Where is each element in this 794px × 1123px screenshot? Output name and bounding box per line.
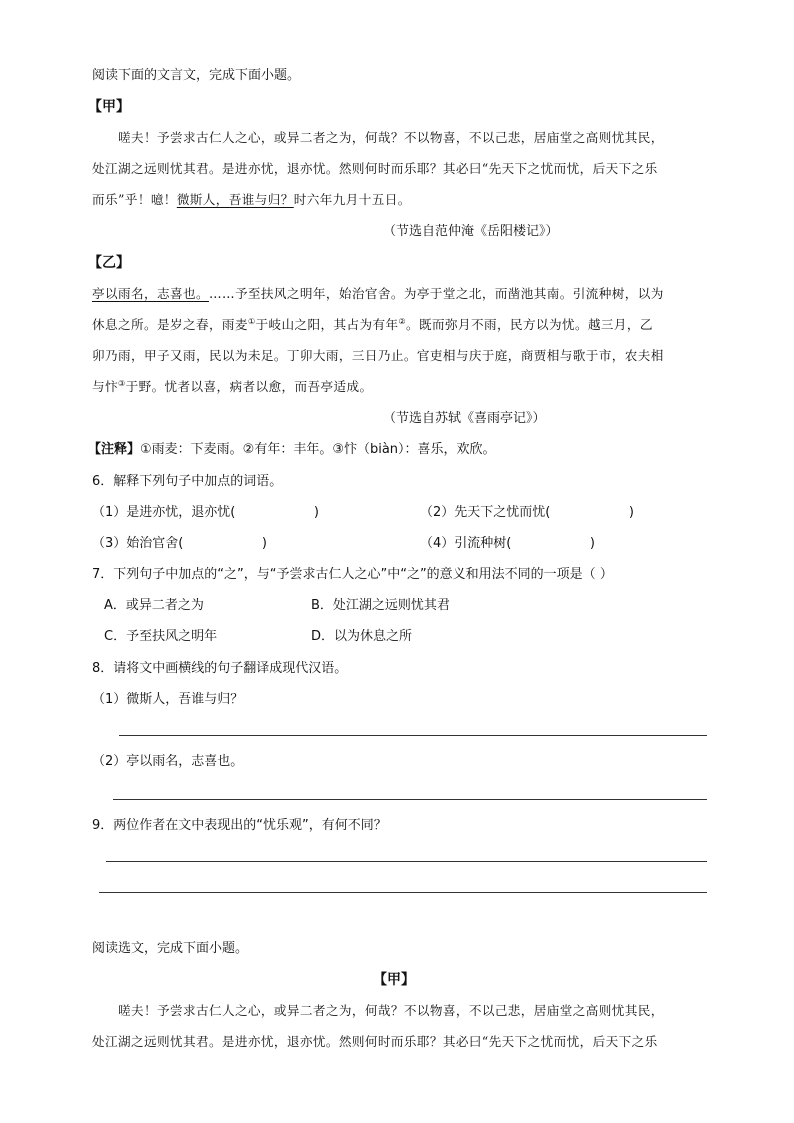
section2-jia-label: 【甲】: [373, 972, 415, 988]
underlined-sentence-1: 微斯人，吾谁与归？: [176, 192, 294, 207]
yi-line-2-b: 于岐山之阳，其占为有年: [255, 317, 399, 332]
q6-item-3: （3）始治官舍( ): [92, 536, 267, 551]
q7-option-d: D．以为休息之所: [311, 629, 413, 644]
yi-line-4-b: 于野。忧者以喜，病者以愈，而吾亭适成。: [125, 379, 373, 394]
notes: [88, 440, 496, 460]
q7-stem: 7．下列句子中加点的“之”，与“予尝求古仁人之心”中“之”的意义和用法不同的一项是（ ）: [92, 567, 613, 582]
q8-item-1: （1）微斯人，吾谁与归？: [92, 692, 244, 707]
jia-source: （节选自范仲淹《岳阳楼记》）: [383, 224, 559, 239]
jia-line-3: [92, 190, 411, 210]
yi-line-2-a: 休息之所。是岁之春，雨麦: [92, 317, 248, 332]
yi-line-4: [92, 377, 372, 397]
answer-line-q9-1[interactable]: [106, 861, 707, 862]
underlined-sentence-2: 亭以雨名，志喜也。: [92, 286, 209, 301]
answer-line-q9-2[interactable]: [99, 892, 707, 893]
note-marker-3: ③: [118, 378, 126, 388]
q9-stem: 9．两位作者在文中表现出的“忧乐观”，有何不同？: [92, 818, 387, 833]
q7-option-a: A．或异二者之为: [104, 598, 204, 613]
q8-stem: 8．请将文中画横线的句子翻译成现代汉语。: [92, 661, 348, 676]
jia-label: 【甲】: [88, 99, 130, 115]
answer-line-q8-1[interactable]: [119, 735, 707, 736]
jia-line-3-a: 而乐”乎！噫！: [92, 192, 177, 207]
yi-line-1-rest: ……予至扶风之明年，始治官舍。为亭于堂之北，而凿池其南。引流种树，以为: [208, 286, 664, 301]
yi-line-2: [92, 315, 653, 335]
note-marker-1: ①: [247, 316, 256, 326]
q8-item-2: （2）亭以雨名，志喜也。: [92, 754, 244, 769]
answer-line-q8-2[interactable]: [113, 799, 707, 800]
q7-option-c: C．予至扶风之明年: [104, 629, 218, 644]
notes-text: ①雨麦：下麦雨。②有年：丰年。③忭（biàn）：喜乐，欢欣。: [140, 442, 496, 457]
q6-item-1: （1）是进亦忧，退亦忧( ): [92, 505, 319, 520]
notes-label: 【注释】: [88, 442, 141, 457]
section2-jia-line-1: 嗟夫！予尝求古仁人之心，或异二者之为，何哉？不以物喜，不以己悲，居庙堂之高则忧其民，: [118, 1003, 664, 1018]
jia-line-3-b: 时六年九月十五日。: [293, 192, 411, 207]
section1-intro: 阅读下面的文言文，完成下面小题。: [92, 68, 301, 83]
note-marker-2: ②: [398, 316, 407, 326]
yi-line-3: 卯乃雨，甲子又雨，民以为未足。丁卯大雨，三日乃止。官吏相与庆于庭，商贾相与歌于市，农夫相: [92, 348, 664, 363]
jia-line-2: 处江湖之远则忧其君。是进亦忧，退亦忧。然则何时而乐耶？其必曰“先天下之忧而忧，后天下之乐: [92, 161, 658, 176]
section2-intro: 阅读选文，完成下面小题。: [92, 941, 249, 956]
q6-stem: 6．解释下列句子中加点的词语。: [92, 474, 283, 489]
q6-item-4: （4）引流种树( ): [420, 536, 595, 551]
jia-line-1: 嗟夫！予尝求古仁人之心，或异二者之为，何哉？不以物喜，不以己悲，居庙堂之高则忧其民，: [118, 130, 664, 145]
section2-jia-line-2: 处江湖之远则忧其君。是进亦忧，退亦忧。然则何时而乐耶？其必曰“先天下之忧而忧，后天下之乐: [92, 1034, 658, 1049]
yi-line-4-a: 与忭: [92, 379, 118, 394]
yi-line-1: [92, 284, 664, 304]
yi-line-2-c: 。既而弥月不雨，民方以为忧。越三月，乙: [406, 317, 653, 332]
q6-item-2: （2）先天下之忧而忧( ): [420, 505, 634, 520]
q7-option-b: B．处江湖之远则忧其君: [311, 598, 450, 613]
yi-source: （节选自苏轼《喜雨亭记》）: [383, 411, 546, 426]
yi-label: 【乙】: [88, 255, 130, 271]
